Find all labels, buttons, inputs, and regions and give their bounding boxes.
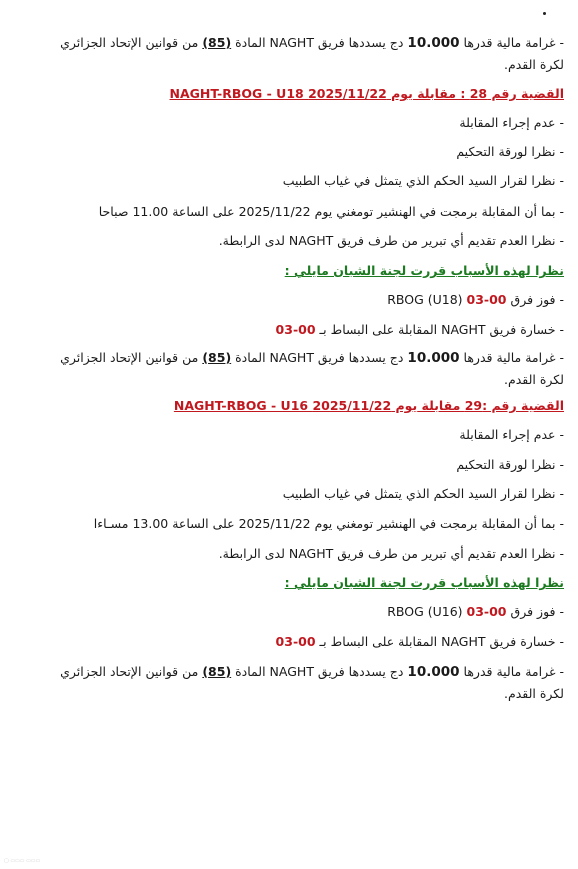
case-29-item: - نظرا لورقة التحكيم [456, 457, 564, 472]
case-28-item: - عدم إجراء المقابلة [459, 115, 564, 130]
case-28-loss: - خسارة فريق NAGHT المقابلة على البساط بـ 00-03 [275, 322, 564, 337]
case-29-loss: - خسارة فريق NAGHT المقابلة على البساط بـ 00-03 [275, 634, 564, 649]
case-28-item: - نظرا لورقة التحكيم [456, 144, 564, 159]
corner-dot [543, 12, 546, 15]
case-29-title: القضية رقم :29 مقابلة NAGHT-RBOG - U16 يوم 2025/11/22 [173, 398, 564, 413]
case-28-title: القضية رقم 28 : مقابلة NAGHT-RBOG - U18 يوم 2025/11/22 [169, 86, 564, 101]
case-29-decision: نظرا لهذه الأسباب قررت لجنة الشبان مايلي : [284, 575, 564, 590]
case-28-item: - نظرا العدم تقديم أي تبرير من طرف فريق NAGHT لدى الرابطة. [218, 233, 564, 248]
scanner-watermark: ▢ ▭▭▭ ▭▭▭ [4, 858, 41, 864]
case-28-decision: نظرا لهذه الأسباب قررت لجنة الشبان مايلي : [284, 263, 564, 278]
fine-paragraph: - غرامة مالية قدرها 10.000 دج يسددها فريق NAGHT المادة (85) من قوانين الإتحاد الجزائري لكرة القدم. [60, 35, 564, 72]
case-28-item: - بما أن المقابلة برمجت في الهنشير تومغني يوم 2025/11/22 على الساعة 11.00 صباحا [98, 204, 564, 219]
case-29-item: - نظرا لقرار السيد الحكم الذي يتمثل في غياب الطبيب [282, 486, 564, 501]
case-28-item: - نظرا لقرار السيد الحكم الذي يتمثل في غياب الطبيب [282, 173, 564, 188]
case-29-item: - بما أن المقابلة برمجت في الهنشير تومغني يوم 2025/11/22 على الساعة 13.00 مسـاءا [93, 516, 564, 531]
case-29-item: - عدم إجراء المقابلة [459, 427, 564, 442]
case-28-win: - فوز فرق RBOG (U18) 03-00 [387, 292, 564, 307]
case-29-fine: - غرامة مالية قدرها 10.000 دج يسددها فريق NAGHT المادة (85) من قوانين الإتحاد الجزائري لكرة القدم. [60, 664, 564, 701]
case-28-fine: - غرامة مالية قدرها 10.000 دج يسددها فريق NAGHT المادة (85) من قوانين الإتحاد الجزائري لكرة القدم. [60, 350, 564, 387]
case-29-win: - فوز فرق RBOG (U16) 03-00 [387, 604, 564, 619]
case-29-item: - نظرا العدم تقديم أي تبرير من طرف فريق NAGHT لدى الرابطة. [218, 546, 564, 561]
